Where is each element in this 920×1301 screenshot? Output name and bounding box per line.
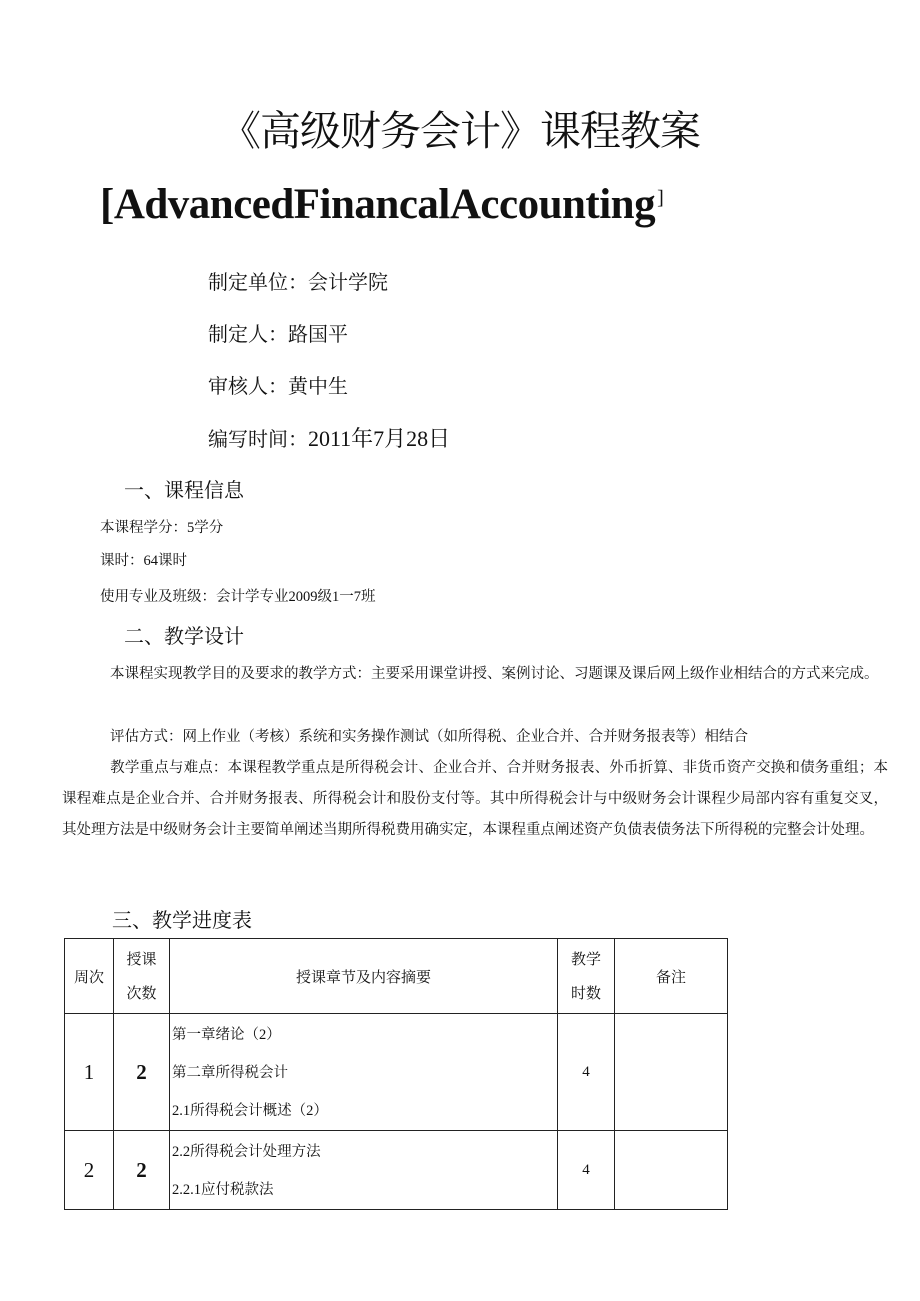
course-hours: 课时：64课时	[100, 553, 187, 569]
focus-label: 教学重点与难点：	[110, 760, 228, 776]
english-title-text: [AdvancedFinancalAccounting	[100, 181, 656, 228]
row-note	[615, 1014, 728, 1131]
schedule-header-row	[65, 939, 728, 1014]
focus-text: 本课程教学重点是所得税会计、企业合并、合并财务报表、外币折算、非货币资产交换和债务重组；本课程难点是企业合并、合并财务报表、所得税会计和股份支付等。其中所得税会计与中级财务会计课程少局部内容有重复交叉，其处理方法是中级财务会计主要简单阐述当期所得税费用确实定，本课程重点阐述资产负债表债务法下所得税的完整会计处理。	[62, 760, 889, 838]
col-content-header: 授课章节及内容摘要	[170, 939, 558, 1014]
row-content-line: 第二章所得税会计	[172, 1065, 288, 1081]
col-hours-header	[558, 939, 615, 1014]
schedule-table	[64, 938, 728, 1210]
table-row	[65, 1131, 728, 1210]
col-hours-header-bottom: 时数	[570, 984, 601, 1002]
row-content-line: 2.2所得税会计处理方法	[172, 1144, 321, 1160]
meta-date-value: 2011年7月28日	[308, 426, 451, 451]
row-count: 2	[114, 1014, 170, 1131]
table-row	[65, 1014, 728, 1131]
row-count: 2	[114, 1131, 170, 1210]
section-heading-schedule: 三、教学进度表	[112, 908, 252, 932]
row-week: 1	[65, 1014, 114, 1131]
assessment-paragraph	[62, 722, 888, 753]
col-count-header	[114, 939, 170, 1014]
teaching-method-paragraph	[62, 659, 888, 690]
col-count-header-top: 授课	[126, 950, 157, 968]
col-note-header: 备注	[615, 939, 728, 1014]
course-major: 使用专业及班级：会计学专业2009级1一7班	[100, 589, 376, 605]
meta-reviewer: 审核人：黄中生	[208, 374, 348, 398]
col-count-header-bottom: 次数	[126, 984, 157, 1002]
meta-unit: 制定单位：会计学院	[208, 270, 388, 294]
section-heading-teaching-design: 二、教学设计	[124, 624, 244, 648]
row-content	[170, 1131, 558, 1210]
english-title	[100, 180, 663, 229]
row-hours: 4	[558, 1131, 615, 1210]
row-content-line: 第一章绪论（2）	[172, 1027, 281, 1043]
teaching-method-text: 主要采用课堂讲授、案例讨论、习题课及课后网上级作业相结合的方式来完成。	[371, 666, 879, 682]
row-content-line: 2.2.1应付税款法	[172, 1182, 274, 1198]
meta-date-label: 编写时间：	[208, 427, 308, 451]
col-week-header: 周次	[65, 939, 114, 1014]
row-week: 2	[65, 1131, 114, 1210]
focus-paragraph	[62, 753, 888, 846]
teaching-method-label: 本课程实现教学目的及要求的教学方式：	[110, 666, 371, 682]
row-content-line: 2.1所得税会计概述（2）	[172, 1103, 328, 1119]
english-title-close: ]	[657, 187, 664, 209]
assessment-text: 网上作业（考核）系统和实务操作测试（如所得税、企业合并、合并财务报表等）相结合	[182, 729, 748, 745]
section-heading-course-info: 一、课程信息	[124, 478, 244, 502]
row-hours: 4	[558, 1014, 615, 1131]
row-note	[615, 1131, 728, 1210]
row-content	[170, 1014, 558, 1131]
meta-author: 制定人：路国平	[208, 322, 348, 346]
course-credits: 本课程学分：5学分	[100, 520, 224, 536]
col-hours-header-top: 教学	[570, 950, 601, 968]
document-title: 《高级财务会计》课程教案	[220, 107, 700, 155]
assessment-label: 评估方式：	[110, 729, 183, 745]
meta-date	[208, 422, 450, 453]
